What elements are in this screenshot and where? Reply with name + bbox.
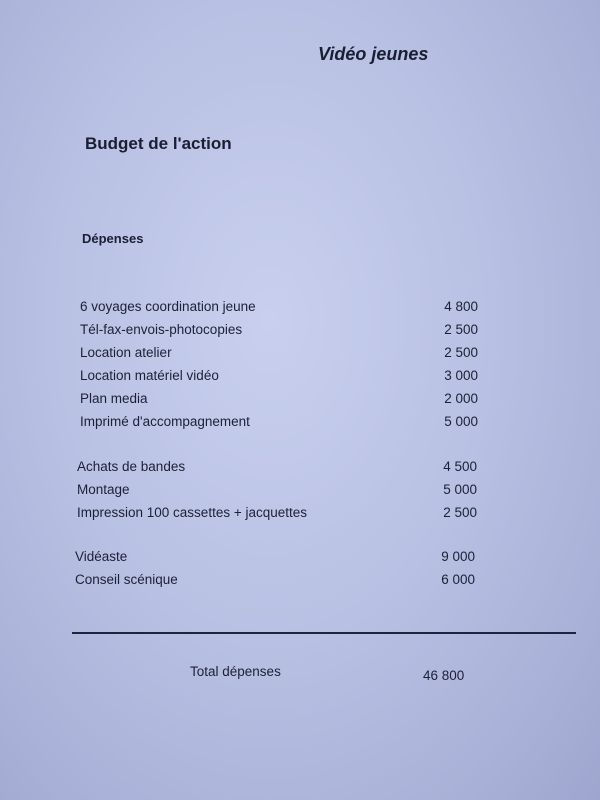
divider-line — [72, 632, 576, 634]
expense-label: Imprimé d'accompagnement — [80, 414, 250, 429]
expense-group-2 — [77, 455, 477, 524]
expense-amount: 4 500 — [443, 459, 477, 474]
expense-amount: 5 000 — [444, 414, 478, 429]
expense-amount: 5 000 — [443, 482, 477, 497]
expense-row — [77, 455, 477, 478]
expense-amount: 2 500 — [444, 322, 478, 337]
total-amount: 46 800 — [423, 668, 465, 683]
expense-label: Vidéaste — [75, 549, 128, 564]
expense-label: Tél-fax-envois-photocopies — [80, 322, 243, 337]
expense-row — [77, 478, 477, 501]
expense-amount: 2 000 — [444, 391, 478, 406]
expense-label: Location atelier — [80, 345, 172, 360]
expense-label: Achats de bandes — [77, 459, 186, 474]
expense-row — [80, 318, 478, 341]
expense-label: Location matériel vidéo — [80, 368, 219, 383]
expense-label: Conseil scénique — [75, 572, 178, 587]
expense-group-3 — [75, 545, 475, 591]
expense-row — [77, 501, 477, 524]
expense-label: Plan media — [80, 391, 148, 406]
expense-label: Impression 100 cassettes + jacquettes — [77, 505, 308, 520]
expense-row — [75, 568, 475, 591]
expense-label: Montage — [77, 482, 130, 497]
expense-amount: 9 000 — [441, 549, 475, 564]
expense-row — [80, 341, 478, 364]
expense-amount: 2 500 — [444, 345, 478, 360]
expense-row — [80, 410, 478, 433]
expense-row — [80, 387, 478, 410]
expense-amount: 3 000 — [444, 368, 478, 383]
expense-row — [80, 364, 478, 387]
expense-row — [75, 545, 475, 568]
section-title: Budget de l'action — [85, 134, 232, 153]
expense-amount: 2 500 — [443, 505, 477, 520]
expense-label: 6 voyages coordination jeune — [80, 299, 256, 314]
expense-row — [80, 295, 478, 318]
document-title: Vidéo jeunes — [318, 44, 429, 64]
expense-group-1 — [80, 295, 478, 433]
expenses-heading: Dépenses — [82, 231, 144, 246]
expense-amount: 6 000 — [441, 572, 475, 587]
expense-amount: 4 800 — [444, 299, 478, 314]
total-label: Total dépenses — [190, 664, 281, 679]
